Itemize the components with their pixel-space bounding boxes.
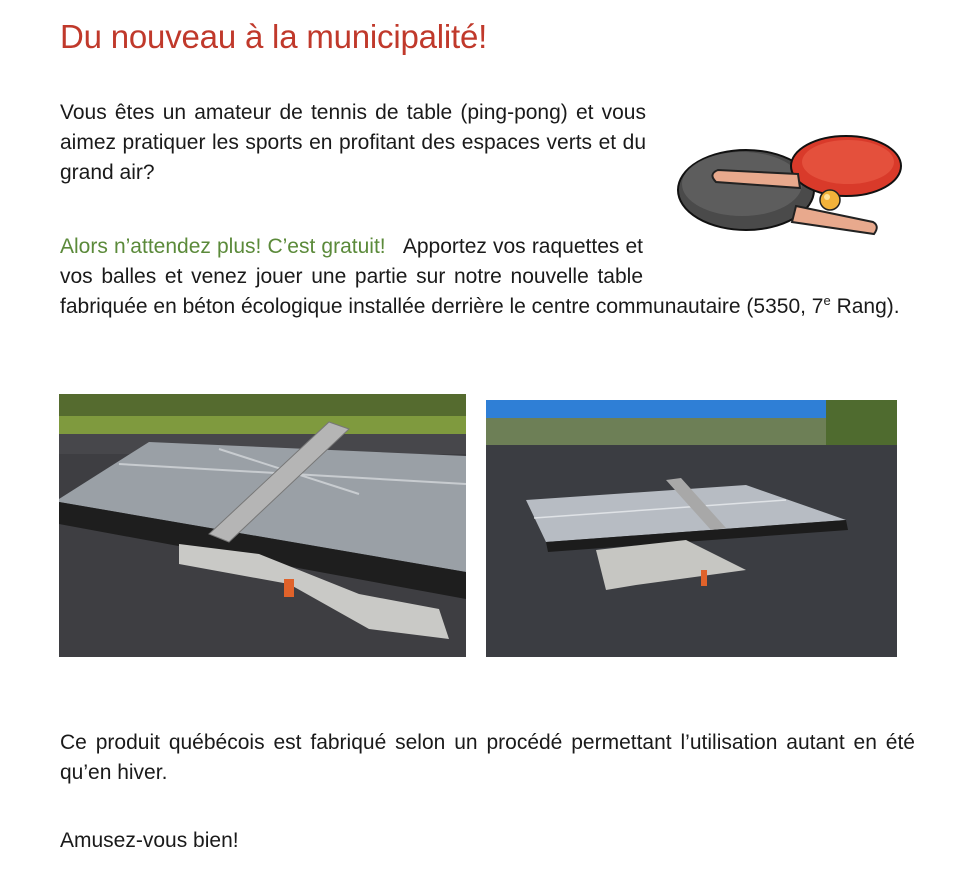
details-text-2: raquettes et vos balles et venez jouer une partie sur notre nouvelle table fabriquée en béton écologique installée derrière le centre communautaire (5350, 7 (60, 235, 824, 318)
closing-text: Amusez-vous bien! (60, 829, 239, 852)
details-superscript: e (823, 293, 831, 308)
concrete-table-photo-parking (486, 400, 897, 657)
page-title: Du nouveau à la municipalité! (60, 18, 488, 55)
details-paragraph (60, 232, 915, 322)
details-text-1: Apportez vos (402, 235, 526, 258)
ping-pong-paddles-icon (668, 118, 908, 248)
highlight-text: Alors n’attendez plus! C’est gratuit! (60, 235, 386, 258)
product-paragraph: Ce produit québécois est fabriqué selon un procédé permettant l’utilisation autant en été qu’en hiver. (60, 731, 915, 784)
details-text-3: Rang). (830, 295, 900, 318)
concrete-table-photo-closeup (59, 394, 466, 657)
intro-paragraph: Vous êtes un amateur de tennis de table (ping-pong) et vous aimez pratiquer les sports en profitant des espaces verts et du grand air? (60, 101, 646, 184)
